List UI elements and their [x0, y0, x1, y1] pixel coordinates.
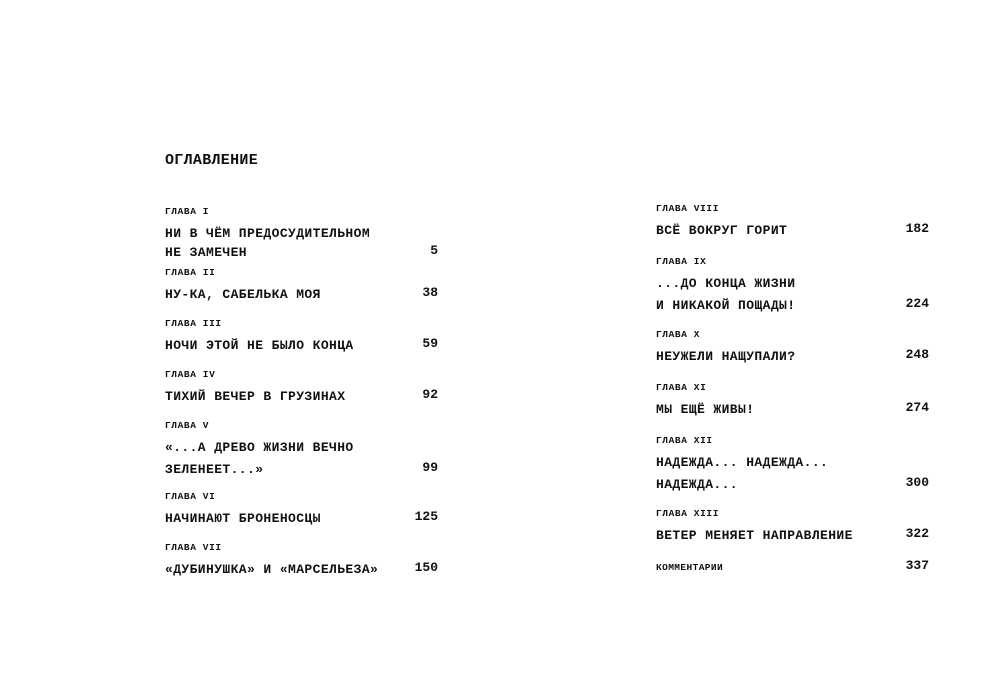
comments-label: КОММЕНТАРИИ: [656, 562, 724, 573]
chapter-title-line: НАЧИНАЮТ БРОНЕНОСЦЫ: [165, 511, 321, 526]
toc-entry-chapter-5[interactable]: [165, 420, 438, 479]
chapter-title-line: И НИКАКОЙ ПОЩАДЫ!: [656, 298, 796, 313]
page-number: 92: [422, 387, 438, 402]
page-title: ОГЛАВЛЕНИЕ: [165, 152, 259, 169]
chapter-title-line: ЗЕЛЕНЕЕТ...»: [165, 462, 264, 477]
toc-entry-chapter-2[interactable]: [165, 267, 438, 304]
chapter-label: ГЛАВА XI: [656, 382, 707, 393]
toc-entry-chapter-9[interactable]: [656, 256, 929, 315]
page-number: 337: [905, 558, 929, 573]
chapter-label: ГЛАВА XII: [656, 435, 713, 446]
chapter-label: ГЛАВА I: [165, 206, 210, 217]
page-number: 274: [905, 400, 929, 415]
chapter-title-line: НИ В ЧЁМ ПРЕДОСУДИТЕЛЬНОМ: [165, 226, 371, 241]
page-number: 224: [905, 296, 929, 311]
page-number: 125: [414, 509, 438, 524]
chapter-title-line: «ДУБИНУШКА» И «МАРСЕЛЬЕЗА»: [165, 562, 379, 577]
chapter-label: ГЛАВА XIII: [656, 508, 720, 519]
page-number: 5: [430, 243, 438, 258]
chapter-label: ГЛАВА IV: [165, 369, 216, 380]
chapter-title-line: ...ДО КОНЦА ЖИЗНИ: [656, 276, 796, 291]
chapter-label: ГЛАВА V: [165, 420, 210, 431]
chapter-title-line: НЕ ЗАМЕЧЕН: [165, 245, 248, 260]
chapter-title-line: НУ-КА, САБЕЛЬКА МОЯ: [165, 287, 321, 302]
toc-entry-chapter-3[interactable]: [165, 318, 438, 355]
chapter-title-line: «...А ДРЕВО ЖИЗНИ ВЕЧНО: [165, 440, 354, 455]
chapter-label: ГЛАВА VII: [165, 542, 222, 553]
toc-entry-chapter-8[interactable]: [656, 203, 929, 240]
toc-entry-comments[interactable]: [656, 558, 929, 578]
toc-entry-chapter-6[interactable]: [165, 491, 438, 528]
chapter-label: ГЛАВА II: [165, 267, 216, 278]
chapter-label: ГЛАВА VI: [165, 491, 216, 502]
chapter-label: ГЛАВА IX: [656, 256, 707, 267]
page-number: 322: [905, 526, 929, 541]
toc-entry-chapter-13[interactable]: [656, 508, 929, 545]
chapter-label: ГЛАВА X: [656, 329, 701, 340]
chapter-title-line: МЫ ЕЩЁ ЖИВЫ!: [656, 402, 755, 417]
chapter-label: ГЛАВА VIII: [656, 203, 720, 214]
toc-entry-chapter-11[interactable]: [656, 382, 929, 419]
chapter-label: ГЛАВА III: [165, 318, 222, 329]
toc-entry-chapter-12[interactable]: [656, 435, 929, 494]
page-number: 99: [422, 460, 438, 475]
chapter-title-line: НАДЕЖДА...: [656, 477, 739, 492]
chapter-title-line: ТИХИЙ ВЕЧЕР В ГРУЗИНАХ: [165, 389, 346, 404]
toc-entry-chapter-4[interactable]: [165, 369, 438, 406]
toc-entry-chapter-10[interactable]: [656, 329, 929, 366]
page-number: 38: [422, 285, 438, 300]
page-number: 182: [905, 221, 929, 236]
chapter-title-line: НОЧИ ЭТОЙ НЕ БЫЛО КОНЦА: [165, 338, 354, 353]
chapter-title-line: ВСЁ ВОКРУГ ГОРИТ: [656, 223, 788, 238]
chapter-title-line: НЕУЖЕЛИ НАЩУПАЛИ?: [656, 349, 796, 364]
page-number: 248: [905, 347, 929, 362]
page-number: 300: [905, 475, 929, 490]
toc-entry-chapter-7[interactable]: [165, 542, 438, 579]
page-number: 150: [414, 560, 438, 575]
page-number: 59: [422, 336, 438, 351]
chapter-title-line: НАДЕЖДА... НАДЕЖДА...: [656, 455, 829, 470]
toc-entry-chapter-1[interactable]: [165, 206, 438, 262]
chapter-title-line: ВЕТЕР МЕНЯЕТ НАПРАВЛЕНИЕ: [656, 528, 853, 543]
